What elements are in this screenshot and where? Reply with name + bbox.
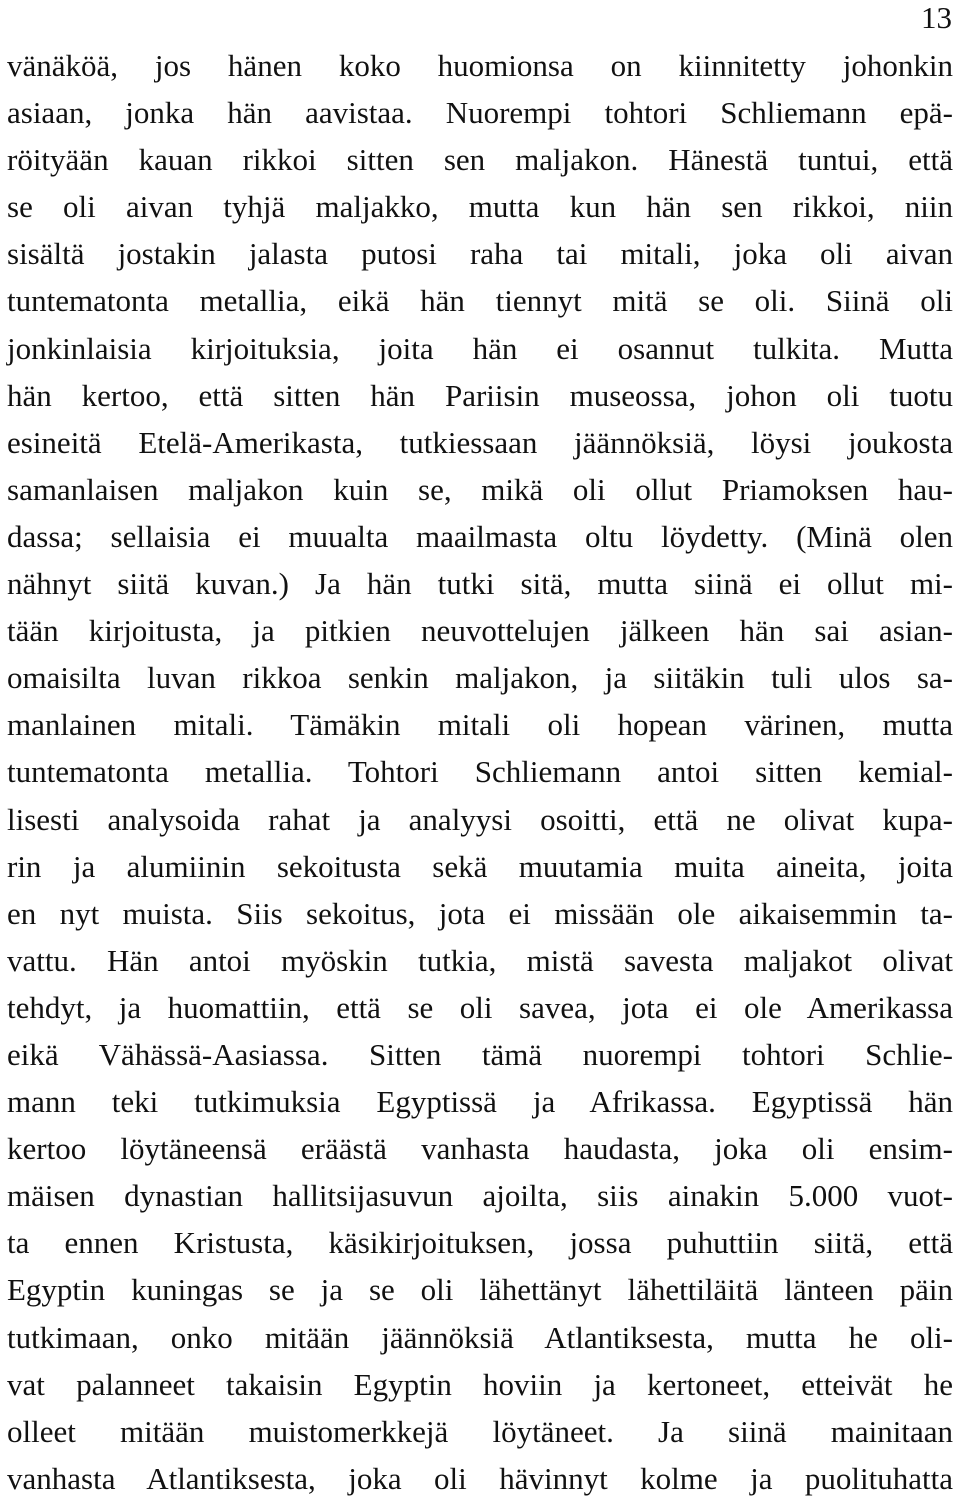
text-line: hän kertoo, että sitten hän Pariisin museossa, johon oli tuotu [7,377,953,413]
text-line: tuntematonta metallia, eikä hän tiennyt mitä se oli. Siinä oli [7,283,953,319]
text-line: vat palanneet takaisin Egyptin hoviin ja kertoneet, etteivät he [7,1366,953,1402]
text-line: röityään kauan rikkoi sitten sen maljakon. Hänestä tuntui, että [7,142,953,178]
text-line: eikä Vähässä-Aasiassa. Sitten tämä nuorempi tohtori Schlie- [7,1036,953,1072]
text-line: se oli aivan tyhjä maljakko, mutta kun hän sen rikkoi, niin [7,189,953,225]
text-line: samanlaisen maljakon kuin se, mikä oli ollut Priamoksen hau- [7,471,953,507]
text-line: esineitä Etelä-Amerikasta, tutkiessaan jäännöksiä, löysi joukosta [7,424,953,460]
text-line: en nyt muista. Siis sekoitus, jota ei missään ole aikaisemmin ta- [7,895,953,931]
text-line: vattu. Hän antoi myöskin tutkia, mistä savesta maljakot olivat [7,942,953,978]
text-line: tään kirjoitusta, ja pitkien neuvottelujen jälkeen hän sai asian- [7,613,953,649]
page-number: 13 [921,0,952,35]
text-line: vanhasta Atlantiksesta, joka oli hävinnyt kolme ja puolituhatta [7,1460,953,1496]
text-line: asiaan, jonka hän aavistaa. Nuorempi tohtori Schliemann epä- [7,95,953,131]
text-line: manlainen mitali. Tämäkin mitali oli hopean värinen, mutta [7,707,953,743]
text-line: jonkinlaisia kirjoituksia, joita hän ei osannut tulkita. Mutta [7,330,953,366]
text-line: tehdyt, ja huomattiin, että se oli savea, jota ei ole Amerikassa [7,989,953,1025]
text-line: omaisilta luvan rikkoa senkin maljakon, ja siitäkin tuli ulos sa- [7,660,953,696]
text-line: dassa; sellaisia ei muualta maailmasta oltu löydetty. (Minä olen [7,518,953,554]
text-line: vänäköä, jos hänen koko huomionsa on kiinnitetty johonkin [7,48,953,83]
text-line: sisältä jostakin jalasta putosi raha tai mitali, joka oli aivan [7,236,953,272]
text-line: mann teki tutkimuksia Egyptissä ja Afrikassa. Egyptissä hän [7,1084,953,1120]
text-line: nähnyt siitä kuvan.) Ja hän tutki sitä, mutta siinä ei ollut mi- [7,566,953,602]
text-line: rin ja alumiinin sekoitusta sekä muutamia muita aineita, joita [7,848,953,884]
text-line: tutkimaan, onko mitään jäännöksiä Atlantiksesta, mutta he oli- [7,1319,953,1355]
text-line: mäisen dynastian hallitsijasuvun ajoilta, siis ainakin 5.000 vuot- [7,1178,953,1214]
text-line: tuntematonta metallia. Tohtori Schliemann antoi sitten kemial- [7,754,953,790]
text-line: ta ennen Kristusta, käsikirjoituksen, jossa puhuttiin siitä, että [7,1225,953,1261]
body-text [7,42,953,1502]
text-line: olleet mitään muistomerkkejä löytäneet. Ja siinä mainitaan [7,1413,953,1449]
text-line: lisesti analysoida rahat ja analyysi osoitti, että ne olivat kupa- [7,801,953,837]
text-line: kertoo löytäneensä eräästä vanhasta haudasta, joka oli ensim- [7,1131,953,1167]
text-line: Egyptin kuningas se ja se oli lähettänyt lähettiläitä länteen päin [7,1272,953,1308]
